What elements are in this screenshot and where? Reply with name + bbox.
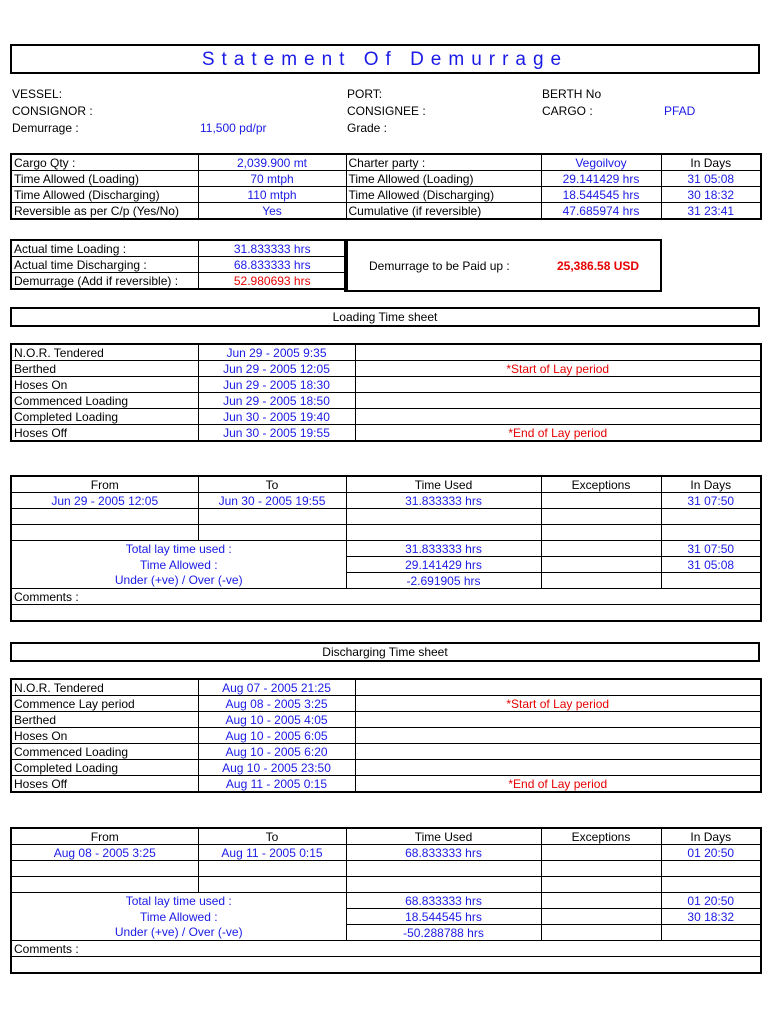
- discharging-event-label: Hoses On: [11, 728, 198, 744]
- loading-event-row: [11, 344, 761, 361]
- terms-value-left: 110 mtph: [198, 187, 346, 203]
- cargo-value: PFAD: [664, 104, 696, 118]
- discharging-event-row: [11, 728, 761, 744]
- loading-from-value: Jun 29 - 2005 12:05: [11, 493, 198, 509]
- discharging-event-date: Aug 10 - 2005 6:05: [198, 728, 355, 744]
- loading-total-value: 31.833333 hrs: [346, 541, 541, 557]
- loading-laytime-table: [10, 475, 762, 622]
- terms-label-left: Cargo Qty :: [11, 154, 198, 171]
- discharging-event-date: Aug 07 - 2005 21:25: [198, 679, 355, 696]
- terms-row: [11, 171, 761, 187]
- discharging-total-label: Total lay time used :: [11, 893, 346, 909]
- loading-from-header: From: [11, 476, 198, 493]
- loading-to-header: To: [198, 476, 346, 493]
- port-label: PORT:: [347, 87, 383, 101]
- terms-value-left: 2,039.900 mt: [198, 154, 346, 171]
- loading-event-date: Jun 29 - 2005 18:50: [198, 393, 355, 409]
- loading-event-note: [355, 344, 761, 361]
- loading-event-date: Jun 29 - 2005 9:35: [198, 344, 355, 361]
- discharging-event-row: [11, 744, 761, 760]
- discharging-under-over-value: -50.288788 hrs: [346, 925, 541, 941]
- discharging-event-note: [355, 728, 761, 744]
- terms-days: 31 05:08: [661, 171, 761, 187]
- cargo-label: CARGO :: [542, 104, 593, 118]
- loading-event-label: Hoses On: [11, 377, 198, 393]
- discharging-event-note: [355, 760, 761, 776]
- terms-value-left: 70 mtph: [198, 171, 346, 187]
- demurrage-payable-box: [344, 239, 662, 292]
- discharging-time-used-header: Time Used: [346, 828, 541, 845]
- loading-event-date: Jun 30 - 2005 19:40: [198, 409, 355, 425]
- loading-to-value: Jun 30 - 2005 19:55: [198, 493, 346, 509]
- discharging-event-label: Hoses Off: [11, 776, 198, 793]
- loading-days-header: In Days: [661, 476, 761, 493]
- actual-time-table: [10, 239, 348, 290]
- discharging-event-note: [355, 712, 761, 728]
- loading-event-label: Completed Loading: [11, 409, 198, 425]
- actual-loading-value: 31.833333 hrs: [198, 240, 347, 257]
- discharging-total-days: 01 20:50: [661, 893, 761, 909]
- demurrage-hours-label: Demurrage (Add if reversible) :: [11, 273, 198, 290]
- loading-event-row: [11, 361, 761, 377]
- discharging-to-value: Aug 11 - 2005 0:15: [198, 845, 346, 861]
- discharging-laytime-table: [10, 827, 762, 974]
- loading-allowed-label: Time Allowed :: [11, 557, 346, 573]
- loading-allowed-days: 31 05:08: [661, 557, 761, 573]
- terms-label-right: Time Allowed (Loading): [346, 171, 541, 187]
- actual-loading-label: Actual time Loading :: [11, 240, 198, 257]
- discharging-event-date: Aug 10 - 2005 4:05: [198, 712, 355, 728]
- discharging-event-row: [11, 712, 761, 728]
- loading-exceptions-value: [541, 493, 661, 509]
- loading-event-label: N.O.R. Tendered: [11, 344, 198, 361]
- grade-label: Grade :: [347, 121, 388, 135]
- demurrage-rate-label: Demurrage :: [12, 121, 79, 135]
- discharging-time-used-value: 68.833333 hrs: [346, 845, 541, 861]
- terms-value-right: 47.685974 hrs: [541, 203, 661, 220]
- discharging-event-note: [355, 744, 761, 760]
- terms-row: [11, 187, 761, 203]
- loading-events-table: [10, 343, 762, 442]
- demurrage-paid-value: 25,386.58 USD: [557, 259, 640, 273]
- page-title: Statement Of Demurrage: [10, 44, 760, 74]
- terms-value-right: Vegoilvoy: [541, 154, 661, 171]
- discharging-allowed-label: Time Allowed :: [11, 909, 346, 925]
- loading-event-label: Hoses Off: [11, 425, 198, 442]
- loading-event-note: [355, 409, 761, 425]
- terms-label-left: Reversible as per C/p (Yes/No): [11, 203, 198, 220]
- discharging-events-table: [10, 678, 762, 793]
- loading-event-note: [355, 377, 761, 393]
- discharging-comments-label: Comments :: [11, 941, 761, 957]
- vessel-label: VESSEL:: [12, 87, 63, 101]
- loading-event-date: Jun 29 - 2005 18:30: [198, 377, 355, 393]
- discharging-event-date: Aug 11 - 2005 0:15: [198, 776, 355, 793]
- discharging-from-header: From: [11, 828, 198, 845]
- terms-days: 31 23:41: [661, 203, 761, 220]
- discharging-allowed-days: 30 18:32: [661, 909, 761, 925]
- actual-discharging-value: 68.833333 hrs: [198, 257, 347, 273]
- terms-days: In Days: [661, 154, 761, 171]
- terms-label-left: Time Allowed (Loading): [11, 171, 198, 187]
- discharging-event-row: [11, 776, 761, 793]
- terms-row: [11, 203, 761, 220]
- discharging-exceptions-value: [541, 845, 661, 861]
- loading-allowed-value: 29.141429 hrs: [346, 557, 541, 573]
- discharging-exceptions-header: Exceptions: [541, 828, 661, 845]
- discharging-days-value: 01 20:50: [661, 845, 761, 861]
- discharging-event-date: Aug 10 - 2005 23:50: [198, 760, 355, 776]
- terms-value-left: Yes: [198, 203, 346, 220]
- discharging-event-row: [11, 760, 761, 776]
- discharging-event-label: Commence Lay period: [11, 696, 198, 712]
- terms-value-right: 29.141429 hrs: [541, 171, 661, 187]
- terms-label-right: Cumulative (if reversible): [346, 203, 541, 220]
- loading-event-note: *Start of Lay period: [355, 361, 761, 377]
- terms-label-right: Time Allowed (Discharging): [346, 187, 541, 203]
- loading-time-used-value: 31.833333 hrs: [346, 493, 541, 509]
- loading-exceptions-header: Exceptions: [541, 476, 661, 493]
- loading-time-used-header: Time Used: [346, 476, 541, 493]
- discharging-days-header: In Days: [661, 828, 761, 845]
- loading-total-label: Total lay time used :: [11, 541, 346, 557]
- loading-event-row: [11, 377, 761, 393]
- loading-event-row: [11, 393, 761, 409]
- terms-label-right: Charter party :: [346, 154, 541, 171]
- berth-label: BERTH No: [542, 87, 602, 101]
- discharging-to-header: To: [198, 828, 346, 845]
- terms-days: 30 18:32: [661, 187, 761, 203]
- loading-event-row: [11, 425, 761, 442]
- loading-comments-field[interactable]: [11, 605, 761, 622]
- discharging-time-sheet-header: Discharging Time sheet: [10, 642, 760, 662]
- discharging-event-date: Aug 10 - 2005 6:20: [198, 744, 355, 760]
- loading-event-row: [11, 409, 761, 425]
- loading-event-note: *End of Lay period: [355, 425, 761, 442]
- loading-total-days: 31 07:50: [661, 541, 761, 557]
- discharging-event-date: Aug 08 - 2005 3:25: [198, 696, 355, 712]
- discharging-event-note: [355, 679, 761, 696]
- charter-terms-table: [10, 153, 762, 220]
- loading-event-date: Jun 29 - 2005 12:05: [198, 361, 355, 377]
- demurrage-hours-value: 52.980693 hrs: [198, 273, 347, 290]
- loading-days-value: 31 07:50: [661, 493, 761, 509]
- consignee-label: CONSIGNEE :: [347, 104, 426, 118]
- terms-label-left: Time Allowed (Discharging): [11, 187, 198, 203]
- terms-value-right: 18.544545 hrs: [541, 187, 661, 203]
- discharging-event-label: Commenced Loading: [11, 744, 198, 760]
- loading-under-over-value: -2.691905 hrs: [346, 573, 541, 589]
- demurrage-paid-label: Demurrage to be Paid up :: [369, 259, 510, 273]
- discharging-event-row: [11, 679, 761, 696]
- consignor-label: CONSIGNOR :: [12, 104, 93, 118]
- discharging-total-value: 68.833333 hrs: [346, 893, 541, 909]
- actual-discharging-label: Actual time Discharging :: [11, 257, 198, 273]
- discharging-event-row: [11, 696, 761, 712]
- discharging-event-label: N.O.R. Tendered: [11, 679, 198, 696]
- discharging-allowed-value: 18.544545 hrs: [346, 909, 541, 925]
- discharging-comments-field[interactable]: [11, 957, 761, 974]
- discharging-event-note: *End of Lay period: [355, 776, 761, 793]
- loading-event-note: [355, 393, 761, 409]
- loading-event-date: Jun 30 - 2005 19:55: [198, 425, 355, 442]
- discharging-event-label: Berthed: [11, 712, 198, 728]
- loading-event-label: Commenced Loading: [11, 393, 198, 409]
- terms-row: [11, 154, 761, 171]
- discharging-event-note: *Start of Lay period: [355, 696, 761, 712]
- loading-event-label: Berthed: [11, 361, 198, 377]
- loading-under-over-label: Under (+ve) / Over (-ve): [11, 573, 346, 589]
- discharging-event-label: Completed Loading: [11, 760, 198, 776]
- discharging-from-value: Aug 08 - 2005 3:25: [11, 845, 198, 861]
- demurrage-rate-value: 11,500 pd/pr: [200, 121, 267, 135]
- discharging-under-over-label: Under (+ve) / Over (-ve): [11, 925, 346, 941]
- loading-time-sheet-header: Loading Time sheet: [10, 307, 760, 327]
- loading-comments-label: Comments :: [11, 589, 761, 605]
